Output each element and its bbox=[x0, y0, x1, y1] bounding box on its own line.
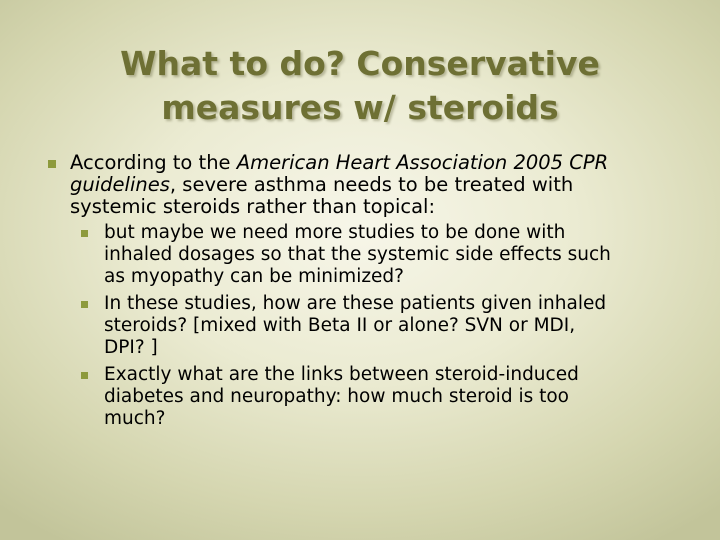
main-point-prefix: According to the bbox=[70, 151, 237, 174]
sub-bullet-item bbox=[80, 222, 686, 288]
title-line-1: What to do? Conservative bbox=[120, 44, 600, 83]
sub-bullet-line: much? bbox=[104, 408, 166, 429]
main-point-line-3: systemic steroids rather than topical: bbox=[70, 195, 436, 218]
sub-bullet-line: Exactly what are the links between steroid-induced bbox=[104, 364, 579, 385]
main-point-emphasis-2: guidelines bbox=[70, 173, 170, 196]
main-point-emphasis: American Heart Association 2005 CPR bbox=[236, 151, 609, 174]
square-bullet-icon bbox=[81, 230, 88, 237]
main-point-line-2 bbox=[70, 174, 686, 196]
square-bullet-icon bbox=[81, 372, 88, 379]
sub-bullet-item bbox=[80, 293, 686, 359]
main-point-line-2-rest: , severe asthma needs to be treated with bbox=[169, 173, 574, 196]
sub-bullet-line: as myopathy can be minimized? bbox=[104, 266, 404, 287]
main-point-line-1 bbox=[70, 152, 686, 174]
main-bullet-point bbox=[46, 152, 686, 430]
sub-bullet-line: steroids? [mixed with Beta II or alone? SVN or MDI, bbox=[104, 315, 576, 336]
sub-bullet-list bbox=[70, 222, 686, 430]
sub-bullet-line: DPI? ] bbox=[104, 337, 158, 358]
sub-bullet-item bbox=[80, 364, 686, 430]
sub-bullet-line: inhaled dosages so that the systemic side effects such bbox=[104, 244, 611, 265]
square-bullet-icon bbox=[48, 160, 56, 168]
main-point-text bbox=[70, 152, 686, 218]
sub-bullet-line: diabetes and neuropathy: how much steroid is too bbox=[104, 386, 569, 407]
sub-bullet-line: but maybe we need more studies to be done with bbox=[104, 222, 566, 243]
sub-bullet-line: In these studies, how are these patients given inhaled bbox=[104, 293, 607, 314]
square-bullet-icon bbox=[81, 301, 88, 308]
slide-title bbox=[20, 42, 700, 130]
slide-body bbox=[46, 152, 686, 435]
title-line-2: measures w/ steroids bbox=[161, 88, 559, 127]
